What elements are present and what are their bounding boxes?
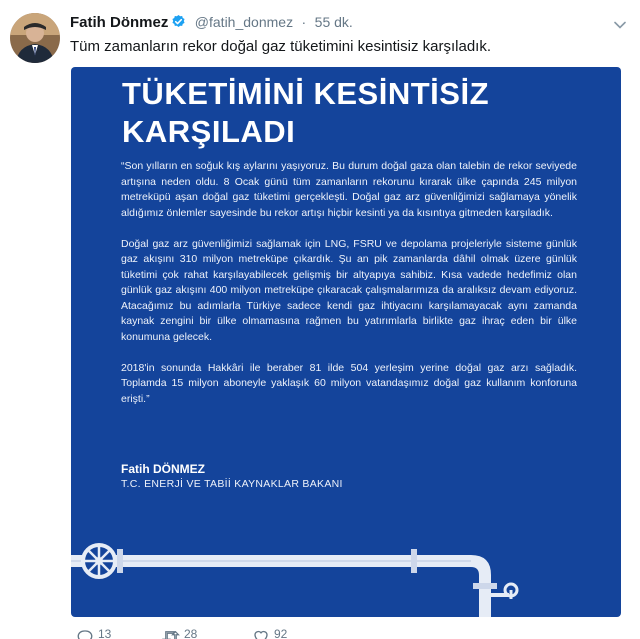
tweet-text: Tüm zamanların rekor doğal gaz tüketimini kesintisiz karşıladık. [70,38,491,55]
retweet-button[interactable] [162,628,198,639]
media-headline-line-2: KARŞILADI [122,114,296,149]
reply-icon [76,628,94,639]
signature-name: Fatih DÖNMEZ [121,462,205,476]
media-headline [122,75,489,151]
tweet-header [70,14,353,34]
pipeline-illustration [71,537,621,617]
verified-badge-icon [171,14,186,34]
media-statement [121,159,577,423]
signature-title: T.C. ENERJİ VE TABİİ KAYNAKLAR BAKANI [121,478,343,490]
author-handle[interactable]: @fatih_donmez [194,14,294,30]
time-separator: · [301,14,307,30]
statement-paragraph: “Son yılların en soğuk kış aylarını yaşıyoruz. Bu durum doğal gaza olan talebin de rekor seviyede artışına neden oldu. 8 Ocak günü tüm zamanların rekorunu kırarak ülke çapında 245 milyon metreküpü aşan doğal gaz tüketimi gerçekleşti. Doğal gaz arz güvenliğimizi sağlamaya yönelik aldığımız önlemler sayesinde bu rekor artışı hiçbir kesinti ya da kısıntıya gitmeden karşıladık. [121,160,577,219]
tweet-media-image[interactable] [71,67,621,617]
retweet-count: 28 [184,628,198,639]
reply-count: 13 [98,628,112,639]
like-button[interactable] [252,628,288,639]
tweet-timestamp[interactable]: 55 dk. [314,14,353,30]
author-name[interactable]: Fatih Dönmez [70,14,169,31]
retweet-icon [162,628,180,639]
tweet-actions [70,628,470,639]
like-count: 92 [274,628,288,639]
chevron-down-icon[interactable] [614,16,626,34]
reply-button[interactable] [76,628,112,639]
statement-paragraph: 2018'in sonunda Hakkâri ile beraber 81 ilde 504 yerleşim yerine doğal gaz arzı sağladık. Toplamda 15 milyon aboneyle yaklaşık 60 milyon vatandaşımız doğal gaz kullanım konforuna erişti.” [121,361,577,405]
avatar[interactable] [10,13,60,63]
media-headline-line-1: TÜKETİMİNİ KESİNTİSİZ [122,76,489,111]
like-icon [252,628,270,639]
statement-paragraph: Doğal gaz arz güvenliğimizi sağlamak için LNG, FSRU ve depolama projeleriyle sisteme günlük gaz akışını 310 milyon metreküpe çıkardık. Şu an pik zamanlarda dâhil olmak üzere günlük tüketimi çok rahat karşılayabilecek gelişmiş bir altyapıya sahibiz. Kısa vadede hedefimiz olan günlük gaz akışını 400 milyon metreküpe çıkaracak çalışmalarımıza da aralıksız devam ediyoruz. Atacağımız bu adımlarla Türkiye sadece kendi gaz ihtiyacını karşılamayacak aynı zamanda kaynak zengini bir ülke olmamasına rağmen bu yatırımlarla birlikte gaz ihraç eden bir ülke konumuna gelecek. [121,237,577,343]
